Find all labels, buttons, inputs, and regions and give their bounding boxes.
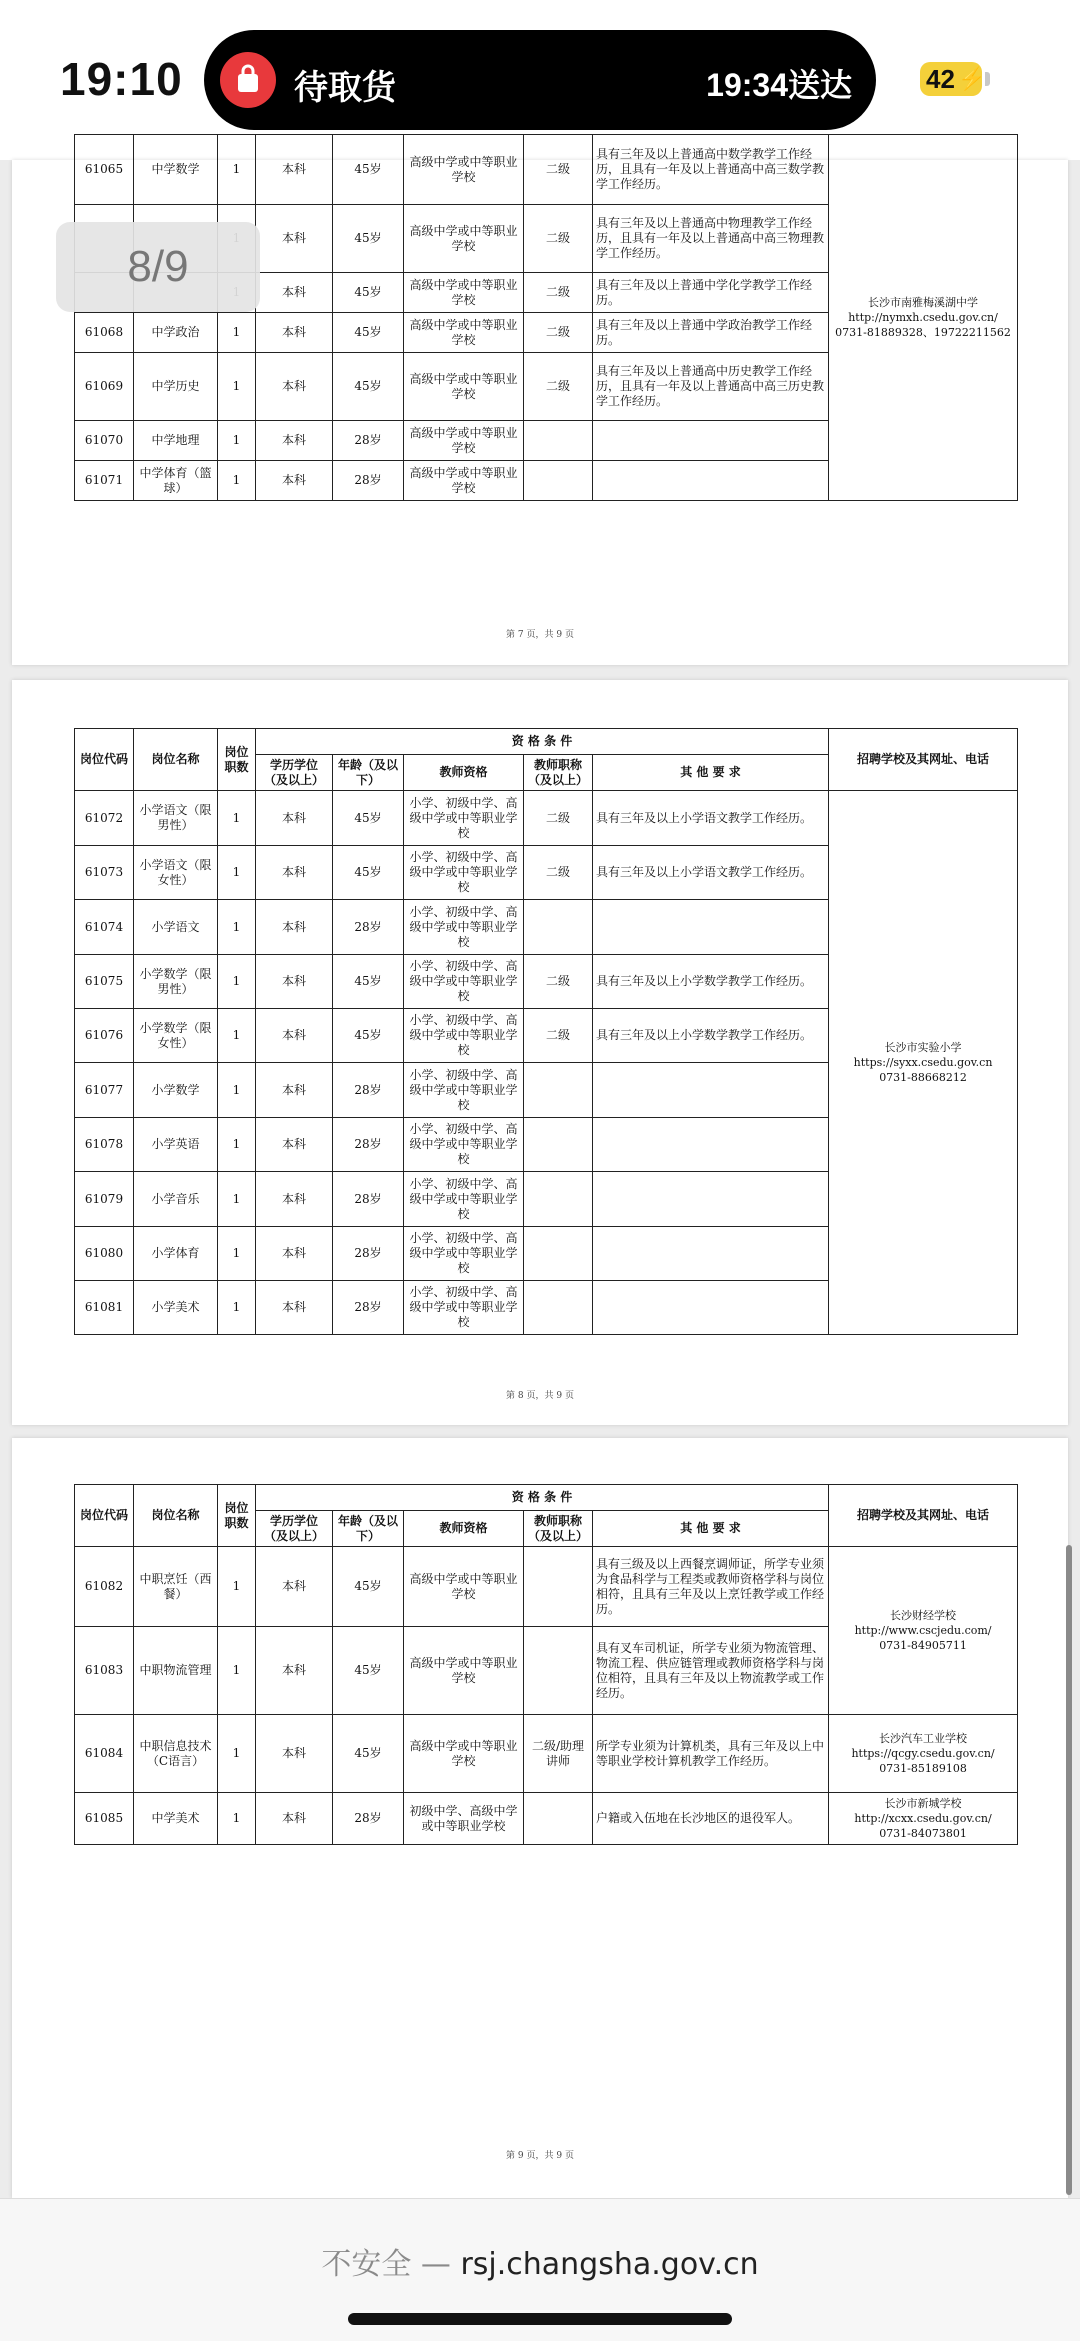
header-edu: 学历学位（及以上）	[256, 755, 333, 791]
count-cell: 1	[218, 353, 256, 421]
job-table-page-9	[74, 1484, 1018, 1845]
battery-icon	[920, 62, 986, 96]
header-count: 岗位职数	[218, 729, 256, 791]
title-cell	[524, 461, 593, 501]
code-cell: 61072	[75, 791, 134, 846]
url-separator: —	[420, 2247, 451, 2282]
cert-cell: 小学、初级中学、高级中学或中等职业学校	[404, 1118, 524, 1172]
name-cell: 小学语文	[134, 900, 218, 955]
header-edu: 学历学位（及以上）	[256, 1511, 333, 1547]
code-cell: 61068	[75, 313, 134, 353]
header-age: 年龄（及以下）	[333, 755, 404, 791]
title-cell: 二级	[524, 135, 593, 205]
page-indicator: 8/9	[56, 222, 260, 312]
other-cell: 具有三年及以上普通高中物理教学工作经历，且具有一年及以上普通高中高三物理教学工作经历。	[593, 205, 829, 273]
name-cell: 中职信息技术（C语言）	[134, 1715, 218, 1793]
header-other: 其 他 要 求	[593, 755, 829, 791]
header-school: 招聘学校及其网址、电话	[829, 729, 1018, 791]
edu-cell: 本科	[256, 1547, 333, 1627]
table-row	[75, 791, 1018, 846]
code-cell: 61073	[75, 846, 134, 900]
count-cell: 1	[218, 1118, 256, 1172]
edu-cell: 本科	[256, 1227, 333, 1281]
other-cell	[593, 1118, 829, 1172]
other-cell: 具有三年及以上普通中学化学教学工作经历。	[593, 273, 829, 313]
other-cell: 具有三年及以上小学语文教学工作经历。	[593, 791, 829, 846]
count-cell: 1	[218, 1009, 256, 1063]
cert-cell: 高级中学或中等职业学校	[404, 1627, 524, 1715]
edu-cell: 本科	[256, 1118, 333, 1172]
header-other: 其 他 要 求	[593, 1511, 829, 1547]
age-cell: 45岁	[333, 273, 404, 313]
code-cell: 61083	[75, 1627, 134, 1715]
page-footer: 第 7 页，共 9 页	[506, 630, 574, 640]
other-cell	[593, 1172, 829, 1227]
code-cell: 61071	[75, 461, 134, 501]
count-cell: 1	[218, 846, 256, 900]
other-cell: 具有三年及以上小学语文教学工作经历。	[593, 846, 829, 900]
edu-cell: 本科	[256, 353, 333, 421]
code-cell: 61084	[75, 1715, 134, 1793]
title-cell: 二级	[524, 846, 593, 900]
edu-cell: 本科	[256, 273, 333, 313]
school-cell: 长沙市南雅梅溪湖中学 http://nymxh.csedu.gov.cn/ 0731-81889328、19722211562	[829, 135, 1018, 501]
age-cell: 28岁	[333, 1793, 404, 1845]
cert-cell: 高级中学或中等职业学校	[404, 313, 524, 353]
age-cell: 28岁	[333, 1118, 404, 1172]
delivery-eta: 19:34送达	[706, 67, 852, 103]
edu-cell: 本科	[256, 1627, 333, 1715]
code-cell: 61065	[75, 135, 134, 205]
title-cell	[524, 1172, 593, 1227]
title-cell	[524, 1281, 593, 1335]
header-school: 招聘学校及其网址、电话	[829, 1485, 1018, 1547]
other-cell: 具有叉车司机证，所学专业须为物流管理、物流工程、供应链管理或教师资格学科与岗位相符，且具有三年及以上物流教学或工作经历。	[593, 1627, 829, 1715]
table-row	[75, 135, 1018, 205]
table-row	[75, 1715, 1018, 1793]
edu-cell: 本科	[256, 1063, 333, 1118]
cert-cell: 小学、初级中学、高级中学或中等职业学校	[404, 1281, 524, 1335]
header-title: 教师职称（及以上）	[524, 755, 593, 791]
cert-cell: 初级中学、高级中学或中等职业学校	[404, 1793, 524, 1845]
count-cell: 1	[218, 791, 256, 846]
other-cell: 所学专业须为计算机类，具有三年及以上中等职业学校计算机教学工作经历。	[593, 1715, 829, 1793]
header-name: 岗位名称	[134, 1485, 218, 1547]
header-cert: 教师资格	[404, 1511, 524, 1547]
name-cell: 小学语文（限女性）	[134, 846, 218, 900]
count-cell: 1	[218, 1793, 256, 1845]
other-cell	[593, 421, 829, 461]
cert-cell: 高级中学或中等职业学校	[404, 135, 524, 205]
age-cell: 45岁	[333, 955, 404, 1009]
url-domain: rsj.changsha.gov.cn	[460, 2247, 759, 2282]
charging-bolt-icon: ⚡	[958, 66, 986, 91]
age-cell: 28岁	[333, 1063, 404, 1118]
name-cell: 小学数学	[134, 1063, 218, 1118]
count-cell: 1	[218, 1227, 256, 1281]
title-cell	[524, 1118, 593, 1172]
code-cell: 61078	[75, 1118, 134, 1172]
scrollbar-thumb[interactable]	[1066, 1545, 1072, 2195]
edu-cell: 本科	[256, 1009, 333, 1063]
cert-cell: 小学、初级中学、高级中学或中等职业学校	[404, 1227, 524, 1281]
age-cell: 28岁	[333, 1172, 404, 1227]
address-bar[interactable]	[0, 2198, 1080, 2341]
delivery-status: 待取货	[294, 69, 396, 107]
count-cell: 1	[218, 421, 256, 461]
edu-cell: 本科	[256, 1281, 333, 1335]
battery-tip	[985, 72, 990, 86]
name-cell: 中学美术	[134, 1793, 218, 1845]
age-cell: 28岁	[333, 1281, 404, 1335]
cert-cell: 小学、初级中学、高级中学或中等职业学校	[404, 1009, 524, 1063]
edu-cell: 本科	[256, 1793, 333, 1845]
code-cell: 61082	[75, 1547, 134, 1627]
delivery-app-icon	[220, 52, 276, 108]
count-cell: 1	[218, 1063, 256, 1118]
other-cell	[593, 1063, 829, 1118]
cert-cell: 高级中学或中等职业学校	[404, 1547, 524, 1627]
age-cell: 45岁	[333, 135, 404, 205]
count-cell: 1	[218, 1627, 256, 1715]
title-cell	[524, 1547, 593, 1627]
header-qualifications: 资 格 条 件	[256, 1485, 829, 1511]
title-cell: 二级	[524, 791, 593, 846]
home-indicator[interactable]	[348, 2313, 732, 2325]
age-cell: 45岁	[333, 846, 404, 900]
name-cell: 中学历史	[134, 353, 218, 421]
name-cell: 小学音乐	[134, 1172, 218, 1227]
title-cell: 二级	[524, 205, 593, 273]
edu-cell: 本科	[256, 313, 333, 353]
code-cell: 61080	[75, 1227, 134, 1281]
edu-cell: 本科	[256, 955, 333, 1009]
age-cell: 45岁	[333, 353, 404, 421]
cert-cell: 小学、初级中学、高级中学或中等职业学校	[404, 846, 524, 900]
name-cell: 中学地理	[134, 421, 218, 461]
code-cell: 61076	[75, 1009, 134, 1063]
school-cell: 长沙财经学校 http://www.cscjedu.com/ 0731-84905711	[829, 1547, 1018, 1715]
pdf-page-9	[12, 1438, 1068, 2198]
cert-cell: 小学、初级中学、高级中学或中等职业学校	[404, 955, 524, 1009]
edu-cell: 本科	[256, 846, 333, 900]
count-cell: 1	[218, 900, 256, 955]
age-cell: 28岁	[333, 900, 404, 955]
other-cell	[593, 900, 829, 955]
age-cell: 45岁	[333, 313, 404, 353]
title-cell	[524, 1793, 593, 1845]
url-display[interactable]	[0, 2239, 1080, 2283]
name-cell: 小学语文（限男性）	[134, 791, 218, 846]
header-cert: 教师资格	[404, 755, 524, 791]
count-cell: 1	[218, 1547, 256, 1627]
age-cell: 45岁	[333, 1715, 404, 1793]
title-cell	[524, 1227, 593, 1281]
cert-cell: 小学、初级中学、高级中学或中等职业学校	[404, 791, 524, 846]
title-cell: 二级	[524, 353, 593, 421]
code-cell: 61077	[75, 1063, 134, 1118]
school-cell: 长沙市新城学校 http://xcxx.csedu.gov.cn/ 0731-84073801	[829, 1793, 1018, 1845]
cert-cell: 小学、初级中学、高级中学或中等职业学校	[404, 1172, 524, 1227]
count-cell: 1	[218, 1715, 256, 1793]
name-cell: 小学英语	[134, 1118, 218, 1172]
title-cell: 二级	[524, 955, 593, 1009]
age-cell: 45岁	[333, 1627, 404, 1715]
table-row	[75, 1793, 1018, 1845]
edu-cell: 本科	[256, 1172, 333, 1227]
code-cell: 61069	[75, 353, 134, 421]
other-cell: 具有三级及以上西餐烹调师证，所学专业须为食品科学与工程类或教师资格学科与岗位相符，且具有三年及以上烹饪教学或工作经历。	[593, 1547, 829, 1627]
title-cell	[524, 900, 593, 955]
name-cell: 小学美术	[134, 1281, 218, 1335]
count-cell: 1	[218, 313, 256, 353]
insecure-label: 不安全	[321, 2247, 412, 2282]
other-cell	[593, 1227, 829, 1281]
title-cell: 二级	[524, 313, 593, 353]
cert-cell: 高级中学或中等职业学校	[404, 205, 524, 273]
job-table-page-8	[74, 728, 1018, 1335]
code-cell: 61081	[75, 1281, 134, 1335]
name-cell: 中学体育（篮球）	[134, 461, 218, 501]
name-cell: 小学数学（限男性）	[134, 955, 218, 1009]
title-cell	[524, 421, 593, 461]
title-cell: 二级	[524, 1009, 593, 1063]
title-cell	[524, 1063, 593, 1118]
header-age: 年龄（及以下）	[333, 1511, 404, 1547]
edu-cell: 本科	[256, 135, 333, 205]
school-cell: 长沙汽车工业学校 https://qcgy.csedu.gov.cn/ 0731-85189108	[829, 1715, 1018, 1793]
name-cell: 中职物流管理	[134, 1627, 218, 1715]
edu-cell: 本科	[256, 205, 333, 273]
age-cell: 45岁	[333, 205, 404, 273]
code-cell: 61070	[75, 421, 134, 461]
other-cell	[593, 1281, 829, 1335]
cert-cell: 小学、初级中学、高级中学或中等职业学校	[404, 900, 524, 955]
age-cell: 28岁	[333, 421, 404, 461]
cert-cell: 高级中学或中等职业学校	[404, 421, 524, 461]
title-cell: 二级/助理讲师	[524, 1715, 593, 1793]
other-cell: 户籍或入伍地在长沙地区的退役军人。	[593, 1793, 829, 1845]
other-cell: 具有三年及以上普通中学政治教学工作经历。	[593, 313, 829, 353]
name-cell: 中学数学	[134, 135, 218, 205]
header-qualifications: 资 格 条 件	[256, 729, 829, 755]
other-cell: 具有三年及以上普通高中数学教学工作经历，且具有一年及以上普通高中高三数学教学工作经历。	[593, 135, 829, 205]
age-cell: 45岁	[333, 1009, 404, 1063]
name-cell: 中职烹饪（西餐）	[134, 1547, 218, 1627]
page-footer: 第 8 页，共 9 页	[506, 1391, 574, 1401]
count-cell: 1	[218, 1172, 256, 1227]
age-cell: 45岁	[333, 791, 404, 846]
name-cell: 小学体育	[134, 1227, 218, 1281]
delivery-live-activity[interactable]	[204, 30, 876, 130]
cert-cell: 高级中学或中等职业学校	[404, 353, 524, 421]
edu-cell: 本科	[256, 900, 333, 955]
header-code: 岗位代码	[75, 1485, 134, 1547]
cert-cell: 小学、初级中学、高级中学或中等职业学校	[404, 1063, 524, 1118]
code-cell: 61075	[75, 955, 134, 1009]
count-cell: 1	[218, 135, 256, 205]
cert-cell: 高级中学或中等职业学校	[404, 1715, 524, 1793]
age-cell: 45岁	[333, 1547, 404, 1627]
age-cell: 28岁	[333, 1227, 404, 1281]
page-footer: 第 9 页，共 9 页	[506, 2151, 574, 2161]
cert-cell: 高级中学或中等职业学校	[404, 461, 524, 501]
count-cell: 1	[218, 1281, 256, 1335]
job-table-page-7	[74, 134, 1018, 501]
title-cell	[524, 1627, 593, 1715]
name-cell: 中学政治	[134, 313, 218, 353]
battery-level: 42	[926, 64, 955, 94]
pdf-page-8	[12, 680, 1068, 1425]
age-cell: 28岁	[333, 461, 404, 501]
edu-cell: 本科	[256, 791, 333, 846]
name-cell: 小学数学（限女性）	[134, 1009, 218, 1063]
school-cell: 长沙市实验小学 https://syxx.csedu.gov.cn 0731-88668212	[829, 791, 1018, 1335]
other-cell: 具有三年及以上普通高中历史教学工作经历，且具有一年及以上普通高中高三历史教学工作经历。	[593, 353, 829, 421]
edu-cell: 本科	[256, 421, 333, 461]
other-cell	[593, 461, 829, 501]
code-cell: 61079	[75, 1172, 134, 1227]
header-name: 岗位名称	[134, 729, 218, 791]
title-cell: 二级	[524, 273, 593, 313]
edu-cell: 本科	[256, 1715, 333, 1793]
header-code: 岗位代码	[75, 729, 134, 791]
clock: 19:10	[60, 53, 183, 105]
code-cell: 61085	[75, 1793, 134, 1845]
cert-cell: 高级中学或中等职业学校	[404, 273, 524, 313]
edu-cell: 本科	[256, 461, 333, 501]
code-cell: 61074	[75, 900, 134, 955]
header-title: 教师职称（及以上）	[524, 1511, 593, 1547]
header-count: 岗位职数	[218, 1485, 256, 1547]
other-cell: 具有三年及以上小学数学教学工作经历。	[593, 955, 829, 1009]
other-cell: 具有三年及以上小学数学教学工作经历。	[593, 1009, 829, 1063]
count-cell: 1	[218, 955, 256, 1009]
table-row	[75, 1547, 1018, 1627]
count-cell: 1	[218, 461, 256, 501]
